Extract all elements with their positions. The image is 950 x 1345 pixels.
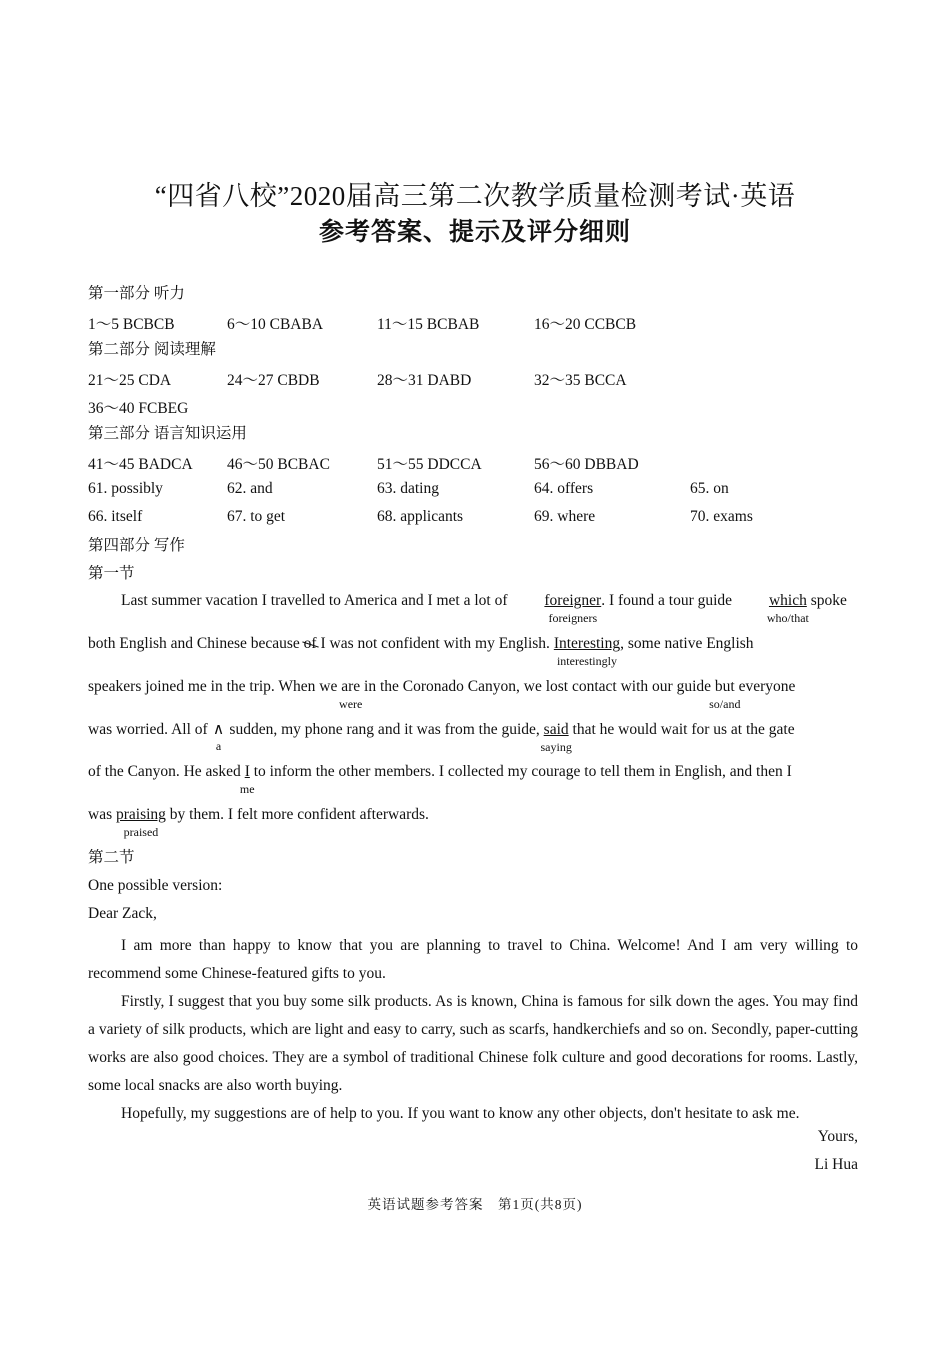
correction-line-5: [88, 763, 858, 796]
correction-line-1: [88, 592, 858, 625]
error-word: are: [341, 678, 361, 695]
error-word: I: [244, 763, 250, 780]
text-run: I was not confident with my English.: [316, 635, 554, 652]
text-run: everyone: [734, 678, 796, 695]
insertion-mark: [212, 720, 226, 753]
fix-word: were: [339, 697, 363, 711]
fix-word: interestingly: [556, 654, 617, 668]
essay-greeting: Dear Zack,: [88, 905, 157, 922]
fix-word: who/that: [766, 611, 809, 625]
answer-item: 63. dating: [377, 480, 439, 497]
answer-group: 28～31 DABD: [377, 372, 472, 389]
error-word: Interesting: [553, 635, 621, 652]
essay-paragraph-2: Firstly, I suggest that you buy some silk products. As is known, China is famous for silk down the ages. You may find a variety of silk products, which are light and easy to carry, such as scarfs, handkerchiefs and so on. Secondly, paper-cutting works are also good choices. They are a symbol of traditional Chinese folk culture and good decorations for rooms. Lastly, some local snacks are also worth buying.: [88, 993, 858, 1094]
fix-word: me: [239, 782, 255, 796]
part3-heading: 第三部分 语言知识运用: [88, 425, 247, 442]
fix-word: foreigners: [548, 611, 598, 625]
correction-but: [709, 678, 741, 711]
text-run: of the Canyon. He asked: [88, 763, 245, 780]
part1-heading: 第一部分 听力: [88, 285, 185, 302]
text-run: to inform the other members. I collected my courage to tell them in English, and then I: [249, 763, 792, 780]
correction-praising: [115, 806, 166, 839]
correction-which: [736, 592, 809, 625]
section1-heading: 第一节: [88, 565, 135, 582]
essay-intro: One possible version:: [88, 877, 223, 894]
error-word: praising: [115, 806, 166, 823]
text-run: that he would wait for us at the gate: [568, 721, 795, 738]
fix-word: so/and: [709, 697, 741, 711]
text-run: both English and Chinese because: [88, 635, 304, 652]
error-word: which: [768, 592, 807, 609]
answer-group: 24～27 CBDB: [227, 372, 320, 389]
correction-foreigner: [511, 592, 602, 625]
correction-said: [540, 721, 572, 754]
answer-group: 21～25 CDA: [88, 372, 172, 389]
text-run: in the Coronado Canyon, we lost contact with our guide: [360, 678, 715, 695]
answer-key-subtitle: 参考答案、提示及评分细则: [318, 219, 631, 246]
text-run: Last summer vacation I travelled to America and I met a lot of: [121, 592, 512, 609]
answer-item: 68. applicants: [377, 508, 464, 525]
text-run: . I found a tour guide: [601, 592, 736, 609]
essay-signature: Li Hua: [814, 1156, 858, 1173]
answer-group: 32～35 BCCA: [534, 372, 627, 389]
caret-symbol: ∧: [212, 721, 225, 738]
essay-paragraph-1: I am more than happy to know that you are planning to travel to China. Welcome! And I am very willing to recommend some Chinese-featured gifts to you.: [88, 937, 858, 982]
error-word: but: [714, 678, 735, 695]
answer-group: 16～20 CCBCB: [534, 316, 637, 333]
correction-line-4: [88, 720, 858, 754]
correction-are: [339, 678, 363, 711]
answer-group: 41～45 BADCA: [88, 456, 193, 473]
answer-group: 1～5 BCBCB: [88, 316, 175, 333]
answer-group: 46～50 BCBAC: [227, 456, 330, 473]
part4-heading: 第四部分 写作: [88, 537, 185, 554]
answer-group: 36～40 FCBEG: [88, 400, 189, 417]
answer-item: 62. and: [227, 480, 273, 497]
answer-item: 61. possibly: [88, 480, 163, 497]
text-run: , some native English: [620, 635, 754, 652]
text-run: by them. I felt more confident afterwards.: [165, 806, 429, 823]
answer-item: 65. on: [690, 480, 729, 497]
correction-line-2: [88, 635, 858, 668]
answer-item: 67. to get: [227, 508, 286, 525]
fix-word: praised: [123, 825, 159, 839]
text-run: speakers joined me in the trip. When we: [88, 678, 342, 695]
text-run: sudden, my phone rang and it was from the guide,: [225, 721, 544, 738]
answer-group: 51～55 DDCCA: [377, 456, 482, 473]
page-footer: 英语试题参考答案 第1页(共8页): [367, 1197, 583, 1212]
answer-item: 69. where: [534, 508, 596, 525]
deleted-word: of: [303, 635, 317, 652]
answer-group: 56～60 DBBAD: [534, 456, 639, 473]
answer-item: 70. exams: [690, 508, 753, 525]
answer-group: 6～10 CBABA: [227, 316, 324, 333]
text-run: was worried. All of: [88, 721, 212, 738]
answer-group: 11～15 BCBAB: [377, 316, 480, 333]
correction-interesting: [553, 635, 621, 668]
fix-word: saying: [540, 740, 572, 754]
fix-word: a: [215, 739, 222, 753]
error-word: said: [543, 721, 569, 738]
section2-heading: 第二节: [88, 849, 135, 866]
text-run: spoke: [806, 592, 847, 609]
text-run: was: [88, 806, 116, 823]
error-word: foreigner: [544, 592, 602, 609]
answer-item: 64. offers: [534, 480, 594, 497]
essay-closing: Yours,: [817, 1128, 858, 1145]
correction-line-3: [88, 678, 858, 711]
correction-line-6: [88, 806, 858, 839]
essay-paragraph-3: Hopefully, my suggestions are of help to you. If you want to know any other objects, don't hesitate to ask me.: [121, 1105, 800, 1122]
exam-title: “四省八校”2020届高三第二次教学质量检测考试·英语: [154, 181, 796, 211]
correction-I: [239, 763, 255, 796]
answer-item: 66. itself: [88, 508, 143, 525]
part2-heading: 第二部分 阅读理解: [88, 341, 216, 358]
